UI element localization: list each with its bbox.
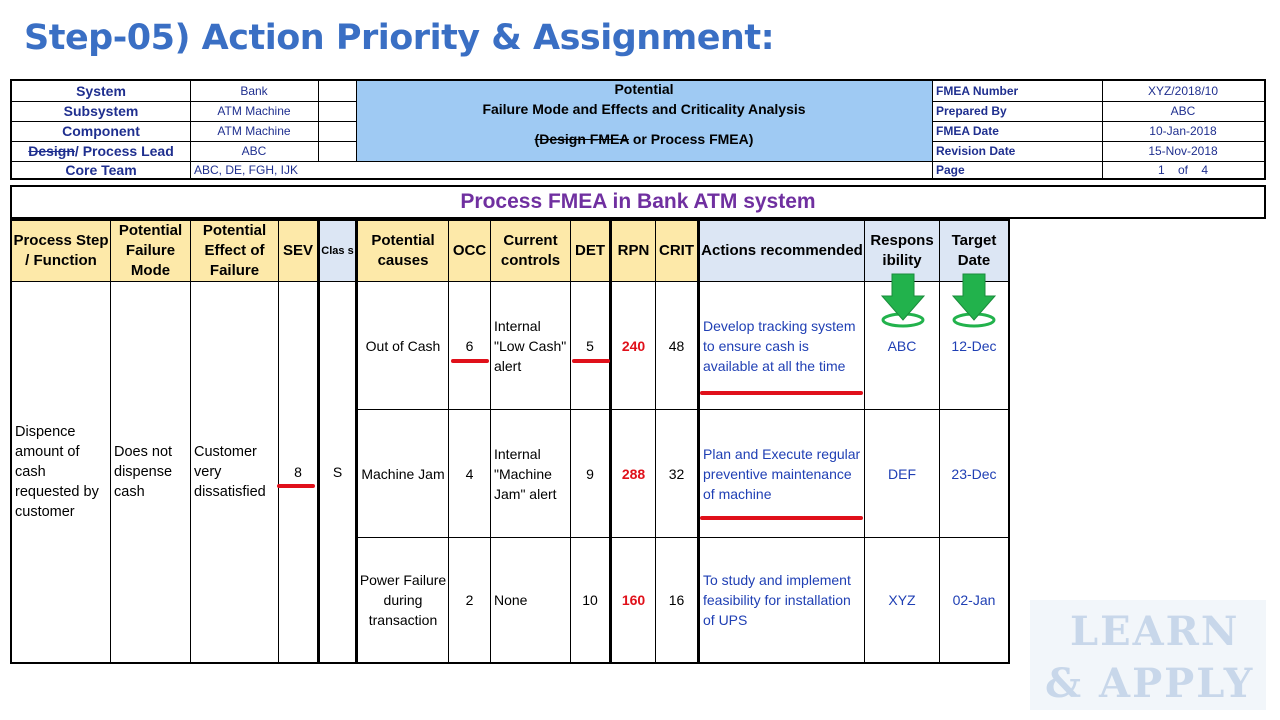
- col-target-date: Target Date: [951, 232, 997, 269]
- design-struck-text: Design: [28, 143, 75, 159]
- fmea-table-title: Process FMEA in Bank ATM system: [10, 185, 1266, 219]
- action-cell: To study and implement feasibility for installation of UPS: [703, 572, 851, 628]
- action-cell: Plan and Execute regular preventive maintenance of machine: [703, 445, 861, 502]
- red-underline: [451, 359, 489, 363]
- system-label: System: [76, 83, 126, 99]
- page-label: Page: [936, 163, 965, 177]
- subsystem-label: Subsystem: [63, 103, 139, 119]
- header-title-line1: Potential: [614, 81, 674, 97]
- class-cell: S: [332, 464, 343, 480]
- core-team-label: Core Team: [65, 162, 137, 178]
- process-lead-text: / Process Lead: [74, 143, 174, 159]
- rpn-cell: 240: [621, 337, 646, 354]
- failure-mode-cell: Does not dispense cash: [114, 444, 173, 500]
- red-underline: [277, 484, 315, 488]
- cause-cell: Out of Cash: [365, 337, 441, 354]
- effect-cell: Customer very dissatisfied: [194, 444, 266, 500]
- red-underline: [572, 359, 610, 363]
- fmea-table: [10, 219, 1010, 664]
- rpn-cell: 288: [621, 465, 646, 482]
- process-step-cell: Dispence amount of cash requested by customer: [15, 424, 99, 520]
- watermark-line1: LEARN: [1070, 608, 1240, 655]
- col-causes: Potential causes: [371, 232, 435, 269]
- page-current: 1: [1157, 163, 1165, 177]
- col-crit: CRIT: [659, 242, 694, 259]
- cause-cell: Power Failure during transaction: [359, 572, 447, 628]
- component-label: Component: [62, 123, 140, 139]
- page-of: of: [1177, 163, 1188, 177]
- subsystem-value: ATM Machine: [217, 104, 291, 118]
- target-date-cell: 02-Jan: [952, 592, 996, 608]
- col-det: DET: [575, 242, 605, 259]
- crit-cell: 32: [668, 465, 685, 482]
- col-controls: Current controls: [500, 232, 561, 269]
- target-date-cell: 23-Dec: [951, 465, 997, 482]
- occ-cell: 4: [465, 465, 474, 482]
- col-rpn: RPN: [617, 242, 650, 259]
- target-date-cell: 12-Dec: [951, 337, 997, 354]
- crit-cell: 48: [668, 337, 685, 354]
- process-lead-value: ABC: [241, 144, 267, 158]
- slide-title: Step-05) Action Priority & Assignment:: [24, 18, 775, 58]
- col-occ: OCC: [452, 242, 487, 259]
- core-team-value: ABC, DE, FGH, IJK: [194, 163, 299, 177]
- occ-cell: 6: [465, 337, 474, 354]
- controls-cell: None: [494, 592, 528, 608]
- process-fmea-text: or Process FMEA): [628, 131, 754, 147]
- col-failure-mode: Potential Failure Mode: [118, 222, 183, 279]
- controls-cell: Internal "Low Cash" alert: [494, 317, 567, 374]
- fmea-number-label: FMEA Number: [936, 84, 1019, 98]
- col-responsibility: Respons ibility: [870, 232, 934, 269]
- design-fmea-struck-text: (Design FMEA: [534, 131, 629, 147]
- rpn-cell: 160: [621, 592, 646, 608]
- col-actions: Actions recommended: [701, 242, 863, 259]
- revision-date-label: Revision Date: [936, 144, 1016, 158]
- arrow-down-icon: [878, 270, 928, 330]
- watermark-line2: & APPLY: [1045, 660, 1255, 707]
- process-lead-label: [12, 141, 190, 161]
- cause-cell: Machine Jam: [361, 465, 445, 482]
- col-sev: SEV: [282, 242, 313, 259]
- occ-cell: 2: [465, 592, 474, 608]
- page-total: 4: [1201, 163, 1209, 177]
- det-cell: 10: [582, 592, 598, 608]
- controls-cell: Internal "Machine Jam" alert: [494, 445, 557, 502]
- responsibility-cell: ABC: [887, 337, 917, 354]
- col-class: Clas s: [321, 245, 354, 257]
- red-underline: [700, 391, 863, 395]
- sev-cell: 8: [294, 464, 302, 480]
- header-title-line2: Failure Mode and Effects and Criticality Analysis: [482, 101, 806, 117]
- col-effect: Potential Effect of Failure: [202, 222, 267, 279]
- fmea-date-value: 10-Jan-2018: [1149, 124, 1217, 138]
- responsibility-cell: XYZ: [888, 592, 916, 608]
- page-value: [1102, 160, 1264, 180]
- arrow-down-icon: [949, 270, 999, 330]
- system-value: Bank: [240, 84, 268, 98]
- responsibility-cell: DEF: [888, 465, 916, 482]
- fmea-number-value: XYZ/2018/10: [1147, 84, 1219, 98]
- revision-date-value: 15-Nov-2018: [1148, 144, 1218, 158]
- header-title-line3: [356, 131, 932, 147]
- red-underline: [700, 516, 863, 520]
- component-value: ATM Machine: [217, 124, 291, 138]
- col-process-step: Process Step / Function: [13, 232, 109, 269]
- action-cell: Develop tracking system to ensure cash is available at all the time: [703, 317, 856, 374]
- fmea-header: [10, 79, 1266, 180]
- prepared-by-value: ABC: [1170, 104, 1196, 118]
- det-cell: 9: [586, 465, 594, 482]
- det-cell: 5: [586, 337, 594, 354]
- fmea-date-label: FMEA Date: [936, 124, 999, 138]
- prepared-by-label: Prepared By: [936, 104, 1007, 118]
- crit-cell: 16: [668, 592, 685, 608]
